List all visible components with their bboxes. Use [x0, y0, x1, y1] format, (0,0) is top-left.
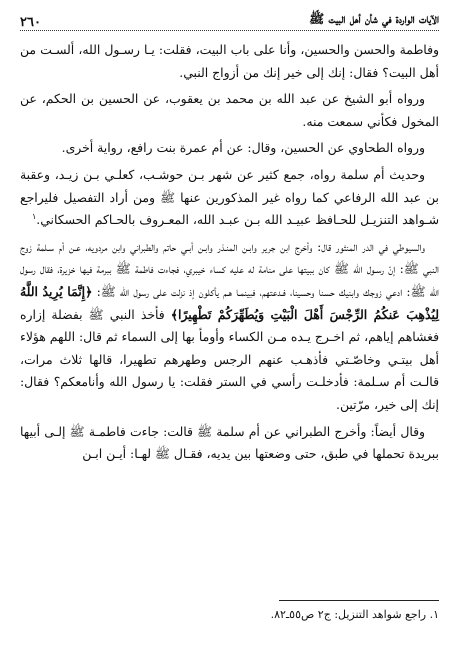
running-title: الآيات الواردة في شأن أهل البيت ﷺ	[309, 11, 439, 26]
quran-verse: ﴿إِنَّمَا يُرِيدُ اللَّهُ لِيُذْهِبَ عَنكُمُ الرِّجْسَ أَهْلَ الْبَيْتِ وَيُطَهِّرَكُمْ تَطْهِيرًا﴾	[20, 283, 439, 322]
paragraph	[20, 236, 439, 417]
paragraph	[20, 164, 439, 232]
page-number: ٢٦٠	[20, 15, 41, 30]
footnote: ١. راجع شواهد التنزيل: ج٢ ص٥٥ـ٨٢.	[270, 608, 439, 621]
footnote-marker: ١	[31, 212, 37, 222]
paragraph-text: والسيوطي في الدر المنثور قال: وأخرج ابن جرير وابـن المنـذر وابـن أبـي حاتم والطبراني وابن مردويه، عـن أم سـلمة زوج النبي ﷺ: إنّ رسـول الله ﷺ كان ببيتها على منامة له عليه كساء خيبري، فجاءت فاطمة ﷺ ببرمة فيها خزيرة، فقال رسول الله ﷺ: ادعي زوجك وابنيك حسنا وحسينا، فـدعتهم، فبينمـا هـم يأكلون إذ نزلت على رسول الله ﷺ:	[20, 238, 439, 299]
paragraph: وفاطمة والحسن والحسين، وأنا على باب البيت، فقلت: يـا رسـول الله، ألسـت من أهل البيت؟ فقال: إنك إلى خير إنك من أزواج النبي.	[20, 42, 439, 80]
paragraph: ورواه أبو الشيخ عن عبد الله بن محمد بن يعقوب، عن الحسين بن الحكم، عن المخول فكأني سمعت منه.	[20, 91, 439, 129]
footnote-divider	[279, 600, 439, 601]
body-text	[20, 39, 439, 466]
page-header	[20, 8, 439, 31]
paragraph: وقال أيضاً: وأخرج الطبراني عن أم سلمة ﷺ قالت: جاءت فاطمـة ﷺ إلـى أبيها ببريدة تحملها في طبق، حتى وضعتها بين يديه، فقـال ﷺ لهـا: أيـن ابـن	[20, 423, 439, 462]
paragraph: ورواه الطحاوي عن الحسين، وقال: عن أم عمرة بنت رافع، رواية أخرى.	[61, 140, 425, 156]
paragraph-text: وحديث أم سلمة رواه، جمع كثير عن شهر بـن حوشـب، كعلـي بـن زيـد، وعقبة بن عبد الله الرفاعي كما رواه غير المذكورين عنها ﷺ ومن أراد التفصيل فليراجع شـواهد التنزيـل للحـافظ عبيـد الله بـن عبـد الله، المعـروف بالحـاكم الحسكاني.	[20, 166, 439, 228]
paragraph-text: فأخذ النبي ﷺ بفضلة إزاره فغشاهم إياهم، ثم اخـرج يـده مـن الكساء وأومأ بها إلى السماء ثم قال: اللهم هؤلاء أهل بيتـي وخاصّـتي فأذهـب عنهم الرجس وطهرهم تطهيرا، قالها ثلاث مرات، قالـت أم سـلمة: فأدخلـت رأسي في الستر فقلت: يا رسول الله وأنامعكم؟ فقال: إنك إلى خير، مرّتين.	[20, 306, 439, 412]
